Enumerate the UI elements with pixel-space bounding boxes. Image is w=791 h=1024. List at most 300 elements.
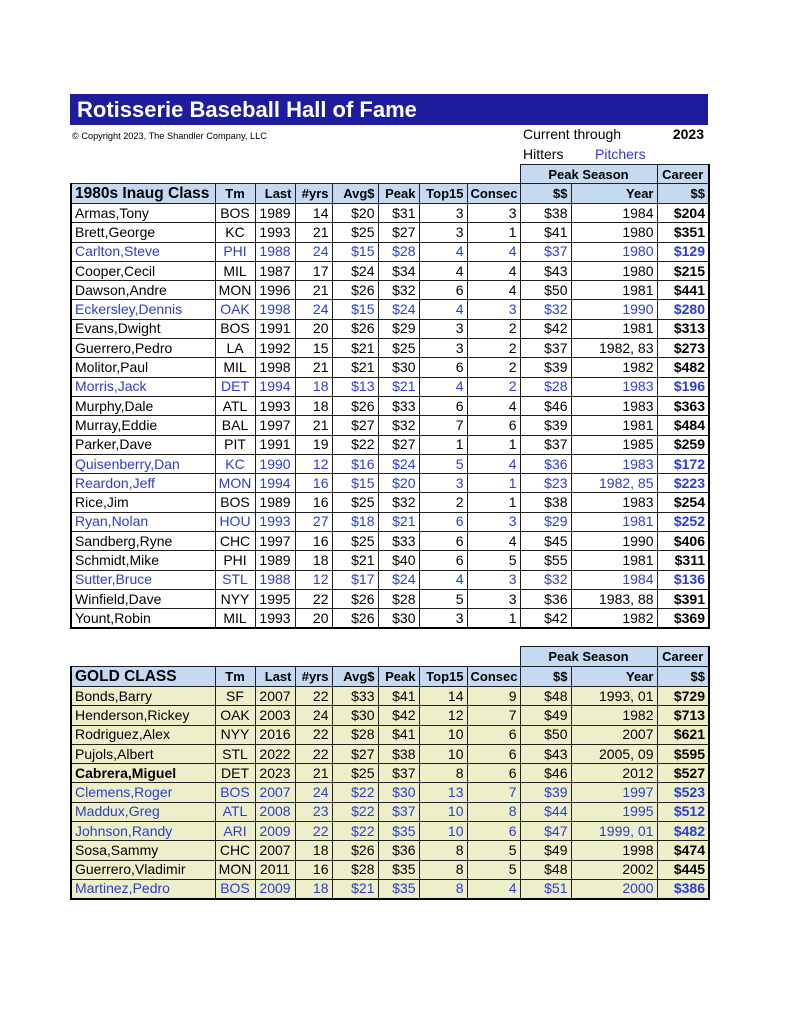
cell-consec: 4 bbox=[467, 396, 520, 415]
cell-peak: $35 bbox=[378, 879, 419, 898]
header-spacer bbox=[71, 647, 520, 667]
cell-name: Maddux,Greg bbox=[71, 802, 215, 821]
cell-peak: $30 bbox=[378, 609, 419, 628]
cell-peak-usd: $37 bbox=[520, 339, 571, 358]
career-header: Career bbox=[657, 647, 709, 667]
cell-peak: $28 bbox=[378, 242, 419, 261]
cell-peak: $25 bbox=[378, 339, 419, 358]
cell-name: Rodriguez,Alex bbox=[71, 725, 215, 744]
cell-avg: $25 bbox=[332, 223, 378, 242]
cell-peak-usd: $49 bbox=[520, 841, 571, 860]
cell-name: Murray,Eddie bbox=[71, 416, 215, 435]
cell-peak: $30 bbox=[378, 358, 419, 377]
cell-yrs: 22 bbox=[295, 822, 332, 841]
cell-avg: $20 bbox=[332, 204, 378, 223]
cell-career-usd: $512 bbox=[657, 802, 709, 821]
cell-tm: OAK bbox=[215, 300, 255, 319]
player-row bbox=[71, 589, 709, 608]
cell-peak: $41 bbox=[378, 725, 419, 744]
legend-hitters: Hitters bbox=[523, 146, 564, 162]
cell-consec: 9 bbox=[467, 687, 520, 706]
cell-last: 2009 bbox=[255, 879, 295, 898]
cell-name: Yount,Robin bbox=[71, 609, 215, 628]
cell-tm: ATL bbox=[215, 802, 255, 821]
cell-career-usd: $215 bbox=[657, 261, 709, 280]
cell-tm: SF bbox=[215, 687, 255, 706]
player-row bbox=[71, 706, 709, 725]
cell-last: 1992 bbox=[255, 339, 295, 358]
cell-consec: 3 bbox=[467, 512, 520, 531]
cell-top15: 10 bbox=[419, 802, 467, 821]
cell-career-usd: $713 bbox=[657, 706, 709, 725]
cell-career-usd: $441 bbox=[657, 281, 709, 300]
cell-peak-year: 1983 bbox=[571, 396, 657, 415]
cell-peak: $27 bbox=[378, 435, 419, 454]
player-row bbox=[71, 687, 709, 706]
cell-consec: 5 bbox=[467, 860, 520, 879]
cell-top15: 3 bbox=[419, 223, 467, 242]
cell-top15: 4 bbox=[419, 300, 467, 319]
cell-name: Quisenberry,Dan bbox=[71, 454, 215, 473]
cell-peak-usd: $32 bbox=[520, 300, 571, 319]
cell-top15: 12 bbox=[419, 706, 467, 725]
column-header-consec: Consec bbox=[467, 667, 520, 687]
cell-yrs: 18 bbox=[295, 396, 332, 415]
cell-career-usd: $254 bbox=[657, 493, 709, 512]
player-row bbox=[71, 570, 709, 589]
cell-peak: $29 bbox=[378, 319, 419, 338]
cell-peak: $42 bbox=[378, 706, 419, 725]
cell-peak-usd: $41 bbox=[520, 223, 571, 242]
cell-tm: BOS bbox=[215, 319, 255, 338]
cell-top15: 5 bbox=[419, 589, 467, 608]
cell-peak: $21 bbox=[378, 377, 419, 396]
cell-yrs: 21 bbox=[295, 416, 332, 435]
player-row bbox=[71, 242, 709, 261]
group-header-row bbox=[71, 647, 709, 667]
cell-last: 1994 bbox=[255, 474, 295, 493]
cell-top15: 14 bbox=[419, 687, 467, 706]
cell-tm: KC bbox=[215, 223, 255, 242]
cell-name: Dawson,Andre bbox=[71, 281, 215, 300]
column-header-top15: Top15 bbox=[419, 667, 467, 687]
cell-yrs: 16 bbox=[295, 493, 332, 512]
cell-name: Rice,Jim bbox=[71, 493, 215, 512]
cell-last: 1993 bbox=[255, 609, 295, 628]
cell-avg: $21 bbox=[332, 551, 378, 570]
cell-tm: STL bbox=[215, 570, 255, 589]
cell-career-usd: $406 bbox=[657, 532, 709, 551]
cell-top15: 10 bbox=[419, 725, 467, 744]
column-header-avg: Avg$ bbox=[332, 184, 378, 204]
cell-consec: 4 bbox=[467, 261, 520, 280]
cell-tm: DET bbox=[215, 764, 255, 783]
column-header-last: Last bbox=[255, 667, 295, 687]
cell-consec: 8 bbox=[467, 802, 520, 821]
player-row bbox=[71, 493, 709, 512]
cell-peak-usd: $51 bbox=[520, 879, 571, 898]
cell-peak-year: 1982 bbox=[571, 609, 657, 628]
cell-consec: 6 bbox=[467, 822, 520, 841]
cell-consec: 6 bbox=[467, 744, 520, 763]
cell-peak-year: 1983 bbox=[571, 493, 657, 512]
cell-peak: $27 bbox=[378, 223, 419, 242]
player-row bbox=[71, 764, 709, 783]
career-header: Career bbox=[657, 165, 709, 184]
cell-peak-year: 1981 bbox=[571, 319, 657, 338]
cell-peak-usd: $50 bbox=[520, 725, 571, 744]
cell-career-usd: $129 bbox=[657, 242, 709, 261]
cell-peak: $32 bbox=[378, 416, 419, 435]
cell-last: 1991 bbox=[255, 435, 295, 454]
cell-yrs: 18 bbox=[295, 551, 332, 570]
cell-name: Sutter,Bruce bbox=[71, 570, 215, 589]
cell-yrs: 21 bbox=[295, 358, 332, 377]
cell-top15: 5 bbox=[419, 454, 467, 473]
cell-peak: $24 bbox=[378, 454, 419, 473]
cell-peak-year: 2000 bbox=[571, 879, 657, 898]
cell-peak-year: 1983 bbox=[571, 454, 657, 473]
cell-name: Schmidt,Mike bbox=[71, 551, 215, 570]
group-header-row bbox=[71, 165, 709, 184]
cell-tm: BOS bbox=[215, 879, 255, 898]
cell-last: 1990 bbox=[255, 454, 295, 473]
cell-career-usd: $621 bbox=[657, 725, 709, 744]
cell-yrs: 17 bbox=[295, 261, 332, 280]
cell-name: Guerrero,Pedro bbox=[71, 339, 215, 358]
header-spacer bbox=[71, 165, 520, 184]
cell-tm: NYY bbox=[215, 725, 255, 744]
player-row bbox=[71, 609, 709, 628]
cell-avg: $30 bbox=[332, 706, 378, 725]
cell-consec: 5 bbox=[467, 841, 520, 860]
cell-career-usd: $172 bbox=[657, 454, 709, 473]
cell-peak-year: 1983 bbox=[571, 377, 657, 396]
cell-yrs: 27 bbox=[295, 512, 332, 531]
cell-yrs: 12 bbox=[295, 454, 332, 473]
cell-consec: 4 bbox=[467, 242, 520, 261]
cell-avg: $15 bbox=[332, 242, 378, 261]
peak-season-header: Peak Season bbox=[520, 165, 657, 184]
cell-last: 2007 bbox=[255, 687, 295, 706]
cell-consec: 3 bbox=[467, 570, 520, 589]
column-header-tm: Tm bbox=[215, 184, 255, 204]
cell-consec: 4 bbox=[467, 281, 520, 300]
cell-avg: $24 bbox=[332, 261, 378, 280]
cell-last: 2003 bbox=[255, 706, 295, 725]
cell-consec: 7 bbox=[467, 783, 520, 802]
cell-top15: 3 bbox=[419, 319, 467, 338]
cell-peak-year: 1999, 01 bbox=[571, 822, 657, 841]
cell-peak: $31 bbox=[378, 204, 419, 223]
cell-peak-year: 1981 bbox=[571, 551, 657, 570]
cell-yrs: 24 bbox=[295, 783, 332, 802]
cell-name: Martinez,Pedro bbox=[71, 879, 215, 898]
cell-consec: 2 bbox=[467, 377, 520, 396]
cell-yrs: 22 bbox=[295, 725, 332, 744]
cell-career-usd: $259 bbox=[657, 435, 709, 454]
cell-yrs: 16 bbox=[295, 532, 332, 551]
cell-career-usd: $523 bbox=[657, 783, 709, 802]
cell-top15: 4 bbox=[419, 261, 467, 280]
column-header-peak: Peak bbox=[378, 667, 419, 687]
cell-top15: 6 bbox=[419, 281, 467, 300]
class-label: 1980s Inaug Class bbox=[71, 184, 215, 204]
cell-yrs: 24 bbox=[295, 706, 332, 725]
copyright-notice: © Copyright 2023, The Shandler Company, LLC bbox=[72, 131, 267, 141]
cell-peak-usd: $36 bbox=[520, 454, 571, 473]
cell-name: Cooper,Cecil bbox=[71, 261, 215, 280]
cell-avg: $26 bbox=[332, 319, 378, 338]
cell-career-usd: $280 bbox=[657, 300, 709, 319]
player-row bbox=[71, 261, 709, 280]
cell-consec: 3 bbox=[467, 204, 520, 223]
cell-peak-usd: $36 bbox=[520, 589, 571, 608]
player-row bbox=[71, 551, 709, 570]
cell-peak: $20 bbox=[378, 474, 419, 493]
cell-peak-year: 2002 bbox=[571, 860, 657, 879]
column-header-peak-year: Year bbox=[571, 184, 657, 204]
cell-yrs: 14 bbox=[295, 204, 332, 223]
cell-tm: DET bbox=[215, 377, 255, 396]
cell-peak-usd: $48 bbox=[520, 687, 571, 706]
cell-consec: 4 bbox=[467, 879, 520, 898]
gold-class-table bbox=[70, 646, 710, 900]
cell-peak-year: 1980 bbox=[571, 223, 657, 242]
column-header-peak: Peak bbox=[378, 184, 419, 204]
cell-yrs: 21 bbox=[295, 764, 332, 783]
cell-peak: $36 bbox=[378, 841, 419, 860]
cell-last: 1987 bbox=[255, 261, 295, 280]
cell-avg: $26 bbox=[332, 396, 378, 415]
player-row bbox=[71, 454, 709, 473]
cell-yrs: 20 bbox=[295, 319, 332, 338]
current-through-year: 2023 bbox=[672, 126, 704, 142]
cell-top15: 2 bbox=[419, 493, 467, 512]
cell-last: 2007 bbox=[255, 783, 295, 802]
inaug-class-rows bbox=[71, 204, 709, 629]
cell-career-usd: $369 bbox=[657, 609, 709, 628]
cell-career-usd: $595 bbox=[657, 744, 709, 763]
cell-top15: 3 bbox=[419, 609, 467, 628]
cell-consec: 1 bbox=[467, 223, 520, 242]
cell-top15: 3 bbox=[419, 204, 467, 223]
cell-career-usd: $136 bbox=[657, 570, 709, 589]
cell-tm: HOU bbox=[215, 512, 255, 531]
player-row bbox=[71, 223, 709, 242]
cell-peak: $35 bbox=[378, 822, 419, 841]
cell-last: 1996 bbox=[255, 281, 295, 300]
cell-name: Pujols,Albert bbox=[71, 744, 215, 763]
cell-career-usd: $363 bbox=[657, 396, 709, 415]
class-label: GOLD CLASS bbox=[71, 667, 215, 687]
cell-peak-usd: $46 bbox=[520, 396, 571, 415]
cell-name: Molitor,Paul bbox=[71, 358, 215, 377]
cell-tm: LA bbox=[215, 339, 255, 358]
cell-top15: 4 bbox=[419, 570, 467, 589]
cell-name: Parker,Dave bbox=[71, 435, 215, 454]
cell-yrs: 12 bbox=[295, 570, 332, 589]
cell-career-usd: $223 bbox=[657, 474, 709, 493]
cell-name: Morris,Jack bbox=[71, 377, 215, 396]
cell-name: Carlton,Steve bbox=[71, 242, 215, 261]
cell-last: 1995 bbox=[255, 589, 295, 608]
cell-name: Clemens,Roger bbox=[71, 783, 215, 802]
cell-career-usd: $729 bbox=[657, 687, 709, 706]
player-row bbox=[71, 802, 709, 821]
cell-name: Guerrero,Vladimir bbox=[71, 860, 215, 879]
cell-tm: MIL bbox=[215, 358, 255, 377]
cell-career-usd: $351 bbox=[657, 223, 709, 242]
cell-yrs: 19 bbox=[295, 435, 332, 454]
player-row bbox=[71, 358, 709, 377]
cell-consec: 1 bbox=[467, 435, 520, 454]
cell-peak-year: 1984 bbox=[571, 570, 657, 589]
cell-last: 1997 bbox=[255, 532, 295, 551]
cell-avg: $25 bbox=[332, 532, 378, 551]
cell-yrs: 16 bbox=[295, 474, 332, 493]
cell-peak: $33 bbox=[378, 532, 419, 551]
cell-last: 2016 bbox=[255, 725, 295, 744]
cell-avg: $27 bbox=[332, 416, 378, 435]
cell-peak-usd: $50 bbox=[520, 281, 571, 300]
cell-peak-year: 2007 bbox=[571, 725, 657, 744]
cell-top15: 6 bbox=[419, 532, 467, 551]
cell-name: Armas,Tony bbox=[71, 204, 215, 223]
cell-avg: $22 bbox=[332, 822, 378, 841]
cell-avg: $22 bbox=[332, 435, 378, 454]
cell-tm: NYY bbox=[215, 589, 255, 608]
cell-peak: $32 bbox=[378, 493, 419, 512]
cell-name: Henderson,Rickey bbox=[71, 706, 215, 725]
cell-top15: 8 bbox=[419, 764, 467, 783]
cell-yrs: 16 bbox=[295, 860, 332, 879]
cell-peak-year: 1981 bbox=[571, 416, 657, 435]
player-row bbox=[71, 339, 709, 358]
column-header-tm: Tm bbox=[215, 667, 255, 687]
cell-consec: 2 bbox=[467, 358, 520, 377]
cell-yrs: 21 bbox=[295, 223, 332, 242]
cell-peak-year: 1998 bbox=[571, 841, 657, 860]
cell-tm: PHI bbox=[215, 242, 255, 261]
cell-peak-usd: $43 bbox=[520, 261, 571, 280]
cell-name: Reardon,Jeff bbox=[71, 474, 215, 493]
cell-tm: PIT bbox=[215, 435, 255, 454]
player-row bbox=[71, 783, 709, 802]
column-header-consec: Consec bbox=[467, 184, 520, 204]
cell-top15: 8 bbox=[419, 841, 467, 860]
cell-avg: $26 bbox=[332, 281, 378, 300]
cell-peak-year: 1980 bbox=[571, 261, 657, 280]
cell-tm: KC bbox=[215, 454, 255, 473]
cell-tm: MON bbox=[215, 860, 255, 879]
cell-peak-usd: $39 bbox=[520, 358, 571, 377]
player-row bbox=[71, 841, 709, 860]
cell-peak-year: 1980 bbox=[571, 242, 657, 261]
cell-avg: $26 bbox=[332, 589, 378, 608]
cell-consec: 2 bbox=[467, 319, 520, 338]
cell-peak-usd: $55 bbox=[520, 551, 571, 570]
cell-consec: 1 bbox=[467, 609, 520, 628]
cell-consec: 6 bbox=[467, 416, 520, 435]
cell-peak-year: 1982, 83 bbox=[571, 339, 657, 358]
cell-last: 1998 bbox=[255, 358, 295, 377]
cell-avg: $21 bbox=[332, 358, 378, 377]
cell-top15: 6 bbox=[419, 512, 467, 531]
cell-name: Murphy,Dale bbox=[71, 396, 215, 415]
cell-top15: 7 bbox=[419, 416, 467, 435]
cell-avg: $21 bbox=[332, 879, 378, 898]
cell-last: 1997 bbox=[255, 416, 295, 435]
gold-class-rows bbox=[71, 687, 709, 899]
cell-peak-year: 1990 bbox=[571, 532, 657, 551]
cell-top15: 10 bbox=[419, 822, 467, 841]
cell-tm: PHI bbox=[215, 551, 255, 570]
cell-top15: 6 bbox=[419, 396, 467, 415]
cell-peak: $34 bbox=[378, 261, 419, 280]
cell-peak-year: 1984 bbox=[571, 204, 657, 223]
cell-peak: $37 bbox=[378, 764, 419, 783]
legend-pitchers: Pitchers bbox=[595, 146, 646, 162]
cell-last: 2022 bbox=[255, 744, 295, 763]
column-header-peak-year: Year bbox=[571, 667, 657, 687]
cell-peak-year: 1993, 01 bbox=[571, 687, 657, 706]
cell-last: 1988 bbox=[255, 242, 295, 261]
cell-peak-usd: $23 bbox=[520, 474, 571, 493]
cell-peak: $32 bbox=[378, 281, 419, 300]
cell-last: 1993 bbox=[255, 512, 295, 531]
cell-top15: 10 bbox=[419, 744, 467, 763]
cell-tm: CHC bbox=[215, 841, 255, 860]
cell-peak-usd: $38 bbox=[520, 204, 571, 223]
cell-career-usd: $482 bbox=[657, 358, 709, 377]
cell-avg: $28 bbox=[332, 860, 378, 879]
cell-last: 1991 bbox=[255, 319, 295, 338]
column-header-peak-usd: $$ bbox=[520, 184, 571, 204]
column-header-career-usd: $$ bbox=[657, 667, 709, 687]
player-row bbox=[71, 281, 709, 300]
cell-peak-usd: $47 bbox=[520, 822, 571, 841]
cell-yrs: 18 bbox=[295, 377, 332, 396]
cell-peak-usd: $37 bbox=[520, 435, 571, 454]
cell-avg: $28 bbox=[332, 725, 378, 744]
cell-avg: $33 bbox=[332, 687, 378, 706]
cell-peak-year: 1982, 85 bbox=[571, 474, 657, 493]
cell-tm: BOS bbox=[215, 783, 255, 802]
cell-peak: $33 bbox=[378, 396, 419, 415]
cell-career-usd: $204 bbox=[657, 204, 709, 223]
cell-peak-year: 1985 bbox=[571, 435, 657, 454]
cell-career-usd: $252 bbox=[657, 512, 709, 531]
cell-consec: 3 bbox=[467, 300, 520, 319]
cell-career-usd: $196 bbox=[657, 377, 709, 396]
cell-avg: $25 bbox=[332, 493, 378, 512]
cell-peak: $24 bbox=[378, 300, 419, 319]
cell-peak-usd: $38 bbox=[520, 493, 571, 512]
cell-peak-year: 1990 bbox=[571, 300, 657, 319]
cell-tm: MON bbox=[215, 474, 255, 493]
cell-peak: $28 bbox=[378, 589, 419, 608]
cell-tm: STL bbox=[215, 744, 255, 763]
cell-peak-usd: $39 bbox=[520, 416, 571, 435]
player-row bbox=[71, 416, 709, 435]
cell-tm: BOS bbox=[215, 204, 255, 223]
cell-avg: $27 bbox=[332, 744, 378, 763]
cell-tm: MIL bbox=[215, 609, 255, 628]
player-row bbox=[71, 822, 709, 841]
cell-consec: 4 bbox=[467, 454, 520, 473]
cell-peak-usd: $37 bbox=[520, 242, 571, 261]
